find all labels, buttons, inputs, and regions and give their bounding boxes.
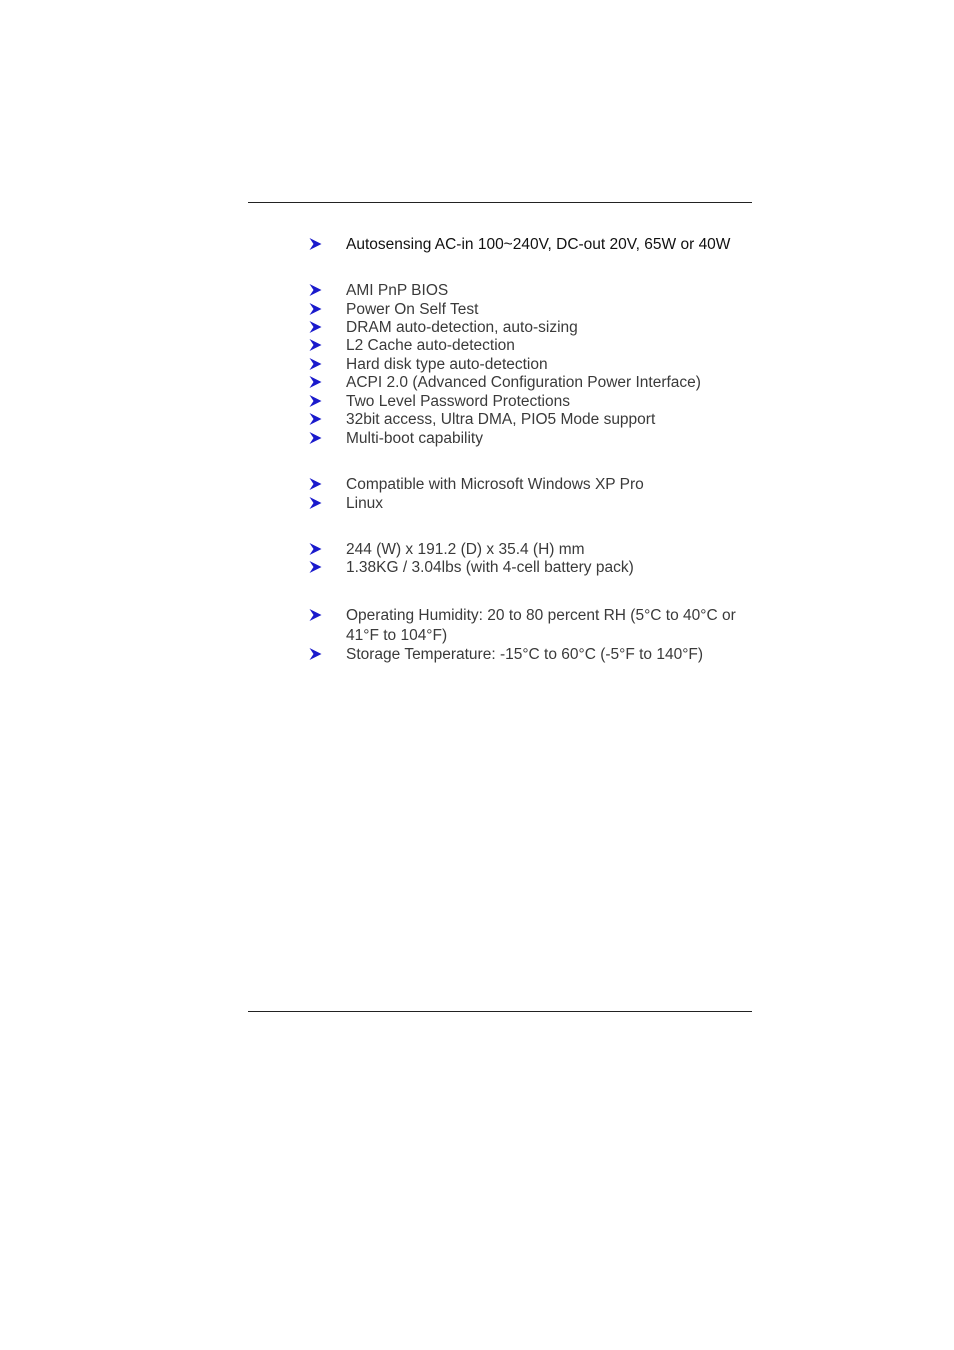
list-item-text: Operating Humidity: 20 to 80 percent RH (5°C to 40°C or 41°F to 104°F) — [346, 607, 736, 644]
list-item-text: Two Level Password Protections — [346, 393, 570, 410]
arrowhead-bullet-icon — [309, 477, 322, 491]
arrowhead-bullet-icon — [309, 283, 322, 297]
arrowhead-bullet-icon — [309, 412, 322, 426]
list-item-text: Storage Temperature: -15°C to 60°C (-5°F to 140°F) — [346, 646, 704, 663]
list-item-text: 244 (W) x 191.2 (D) x 35.4 (H) mm — [346, 541, 585, 558]
list-item-text: 32bit access, Ultra DMA, PIO5 Mode support — [346, 411, 656, 428]
arrowhead-bullet-icon — [309, 302, 322, 316]
list-item-text: Autosensing AC-in 100~240V, DC-out 20V, 65W or 40W — [346, 236, 731, 253]
arrowhead-bullet-icon — [309, 394, 322, 408]
arrowhead-bullet-icon — [309, 496, 322, 510]
list-item-text: Multi-boot capability — [346, 430, 483, 447]
list-item-text: 1.38KG / 3.04lbs (with 4-cell battery pack) — [346, 559, 634, 576]
header-rule — [248, 202, 752, 203]
list-item-text: DRAM auto-detection, auto-sizing — [346, 319, 578, 336]
list-item-text: Compatible with Microsoft Windows XP Pro — [346, 476, 644, 493]
arrowhead-bullet-icon — [309, 375, 322, 389]
list-item-text: Power On Self Test — [346, 301, 479, 318]
arrowhead-bullet-icon — [309, 608, 322, 622]
footer-rule — [248, 1011, 752, 1012]
arrowhead-bullet-icon — [309, 431, 322, 445]
arrowhead-bullet-icon — [309, 560, 322, 574]
list-item-text: Hard disk type auto-detection — [346, 356, 548, 373]
arrowhead-bullet-icon — [309, 338, 322, 352]
arrowhead-bullet-icon — [309, 320, 322, 334]
arrowhead-bullet-icon — [309, 357, 322, 371]
arrowhead-bullet-icon — [309, 647, 322, 661]
list-item-text: L2 Cache auto-detection — [346, 337, 515, 354]
arrowhead-bullet-icon — [309, 237, 322, 251]
list-item-text: AMI PnP BIOS — [346, 282, 449, 299]
list-item-text: Linux — [346, 495, 384, 512]
list-item-text: ACPI 2.0 (Advanced Configuration Power Interface) — [346, 374, 701, 391]
arrowhead-bullet-icon — [309, 542, 322, 556]
